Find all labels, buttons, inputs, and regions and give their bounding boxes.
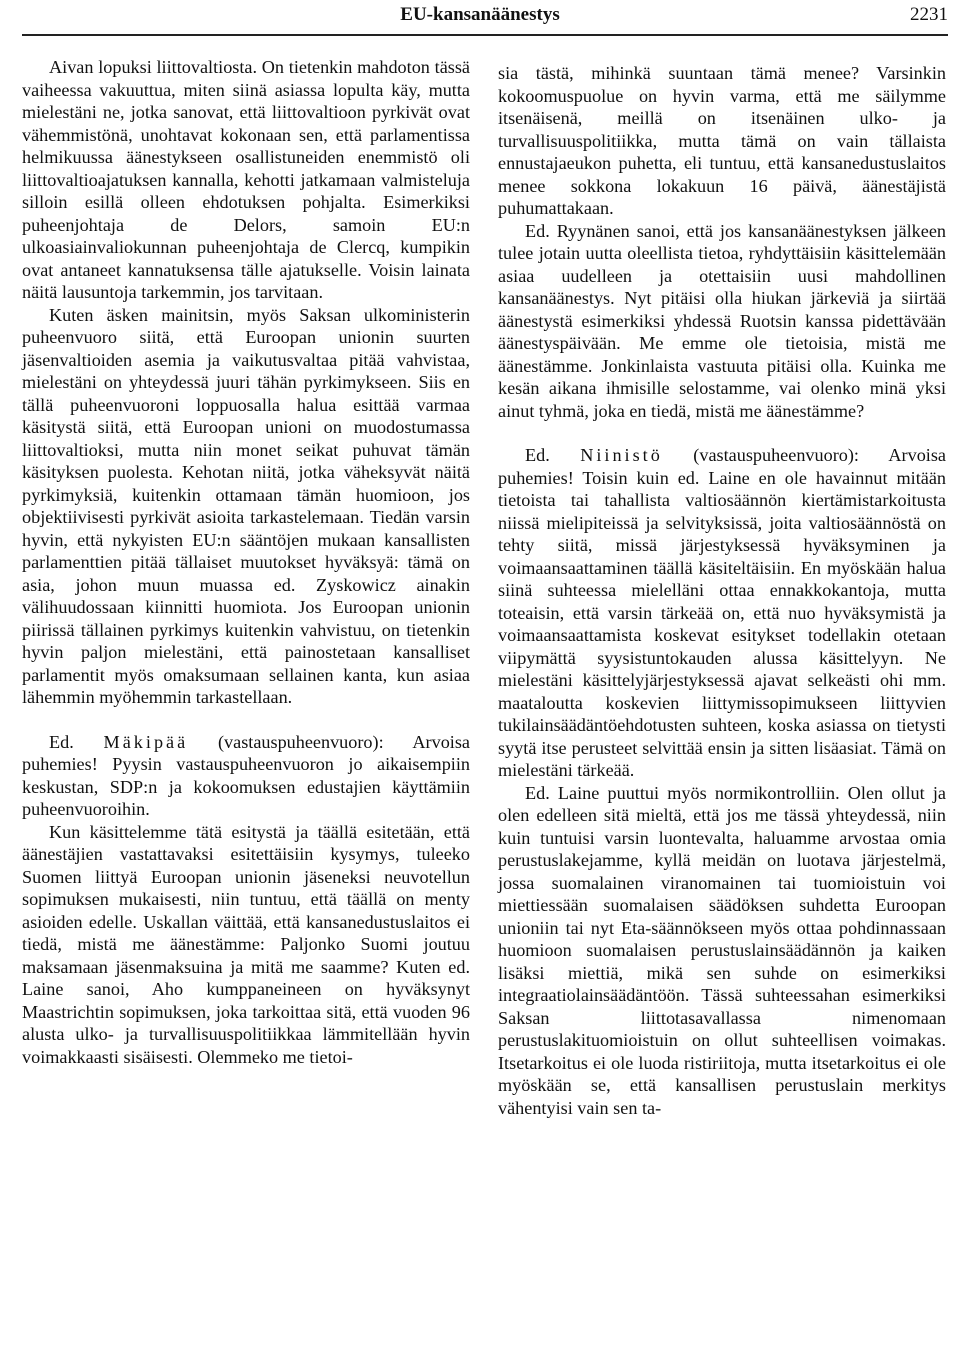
paragraph: Kuten äsken mainitsin, myös Saksan ulkoministerin puheenvuoro siitä, että Euroopan unionin suurten jäsenvaltioiden asemia ja vaikutusvaltaa pitää vahvistaa, mielestäni on yhteydessä juuri tähän pyrkimykseen. Siis en tällä puheenvuoroni loppuosalla halua esittää varmaa käsitystä siitä, että Euroopan unioni on muodostumassa liittovaltioksi, mutta niin monet seikat puhuvat tämän käsityksen puolesta. Kehotan niitä, jotka väheksyvät näitä pyrkimyksiä, kuitenkin ottamaan tämän huomioon, jos objektiivisesti pyrkivät asioita tarkastelemaan. Tiedän varsin hyvin, että nykyisten EU:n sääntöjen mukaan kansallisten parlamenttien pitää tällaiset muutokset hyväksyä: tämä on asia, johon muun muassa ed. Zyskowicz ainakin välihuudossaan kiinnitti huomiota. Jos Euroopan unionin piirissä tällainen pyrkimys kuitenkin vahvistuu, on tietenkin hyvin paljon mielestäni, että painostetaan kansalliset parlamentit myös omaksumaan sellainen kanta, kun asiaa lähemmin myöhemmin tarkastellaan. — [22, 304, 470, 707]
page-number: 2231 — [910, 4, 948, 25]
paragraph: Ed. Ryynänen sanoi, että jos kansanäänestyksen jälkeen tulee jotain uutta oleellista tietoa, ryhdyttäisiin käsittelemään asiaa uudelleen ja otettaisiin uusi mahdollinen kansanäänestys. Nyt pitäisi olla hiukan järkeviä ja siirtää äänestystä esimerkiksi yhdessä Ruotsin kanssa pidettävään äänestyspäivään. Me emme ole tietoisia, mistä me äänestämme. Jonkinlaista vastuuta pitäisi olla. Kuinka me kesän aikana ihmisille selostamme, vai olenko minä yksi ainut tyhmä, joka en tiedä, mistä me äänestämme? — [498, 220, 946, 421]
speaker-prefix: Ed. — [49, 731, 74, 752]
speaker-name: Niinistö — [580, 445, 663, 465]
header-rule — [22, 34, 948, 36]
speaker-text: (vastauspuheenvuoro): Arvoisa puhemies! Pyysin vastauspuheenvuoron jo aikaisempiin keskustan, SDP:n ja kokoomuksen edustajien käyttämiin puheenvuoroihin. — [22, 731, 470, 819]
right-column — [498, 62, 946, 1119]
paragraph: Aivan lopuksi liittovaltiosta. On tietenkin mahdoton tässä vaiheessa vakuuttua, miten siinä asiassa lopulta käy, mutta mielestäni ne, jotka sanovat, että liittovaltioon pyrkivät ovat vähemmistönä, unohtavat kokonaan sen, että parlamentissa helmikuussa äänestykseen osallistuneiden enemmistö oli liittovaltioajatuksen kannalla, kehotti jatkamaan valmisteluja silloin esillä olleen ehdotuksen pohjalta. Esimerkiksi puheenjohtaja de Delors, samoin EU:n ulkoasiainvaliokunnan puheenjohtaja de Clercq, kumpikin ovat antaneet kannatuksensa tälle ajatukselle. Voisin lainata näitä lausuntoja tarkemmin, jos tarvitaan. — [22, 57, 470, 302]
left-column — [22, 56, 470, 1068]
running-title: EU-kansanäänestys — [400, 4, 560, 25]
speaker-paragraph — [498, 444, 946, 782]
speaker-text: (vastauspuheenvuoro): Arvoisa puhemies! Toisin kuin ed. Laine en ole havainnut mitään tietoista tai tahallista valtiosäännön kiertämistarkoitusta niissä mielipiteissä ja selvityksissä, joita valtiosäännöstä on tehty siitä, missä järjestyksessä hyväksyminen ja voimaansaattaminen täällä käsiteltäisiin. En myöskään halua siinä suhteessa mielelläni ottaa ennakkokantoja, mutta toteaisin, että varsin tärkeää on, että nuo hyväksymistä ja voimaansaattamista koskevat esitykset todellakin otetaan viipymättä syysistuntokauden alussa käsittelyyn. Ne mielestäni käsittelyjärjestyksessä ajavat selkeästi ohi mm. maataloutta koskevien liittymissopimukseen liittyvien tukilainsäädäntöehdotusten suhteen, koska asiassa on tietysti syytä itse perusteet selvittää ensin ja sitten lisäasiat. Tämä on mielestäni tärkeää. — [498, 445, 946, 780]
paragraph: Kun käsittelemme tätä esitystä ja täällä esitetään, että äänestäjien vastattavaksi esitettäisiin kysymys, tuleeko Suomen liittyä Euroopan unionin jäseneksi neuvotellun sopimuksen mukaisesti, niin tuntuu, että täällä on menty asioiden edelle. Uskallan väittää, että kansanedustuslaitos ei tiedä, mistä me äänestämme: Paljonko Suomi joutuu maksamaan jäsenmaksuina ja mitä me saamme? Kuten ed. Laine sanoi, Aho kumppaneineen on hyväksynyt Maastrichtin sopimuksen, joka tarkoittaa sitä, että vuoden 96 alusta ulko- ja turvallisuuspolitiikkaa lämmitellään hyvin voimakkaasti sisäisesti. Olemmeko me tietoi- — [22, 821, 470, 1067]
paragraph: Ed. Laine puuttui myös normikontrolliin. Olen ollut ja olen edelleen sitä mieltä, että jos me tässä yhteydessä, niin kuin tuntuisi varsin luontevalta, haluamme arvostaa omia perustuslakejamme, kyllä meidän on luotava järjestelmä, jossa suomalainen viranomainen tai tuomioistuin voi miettiessään suomalaisen säädöksen suhdetta Euroopan unioniin tai nyt Eta-säännökseen myös ottaa pohdinnassaan huomioon suomalaisen perustuslainsäädännön ja kaiken lisäksi miettiä, mikä sen suhde on esimerkiksi integraatiolainsäädäntöön. Tässä suhteessahan esimerkiksi Saksan liittotasavallassa nimenomaan perustuslakituomioistuin on ollut suhteellisen voimakas. Itsetarkoitus ei ole luoda ristiriitoja, mutta itsetarkoitus ei ole myöskään se, että kansallisen perustuslain merkitys vähentyisi vain sen ta- — [498, 782, 946, 1118]
speaker-name: Mäkipää — [103, 731, 189, 752]
speaker-paragraph — [22, 731, 470, 821]
page-header — [0, 4, 960, 30]
paragraph: sia tästä, mihinkä suuntaan tämä menee? Varsinkin kokoomuspuolue on hyvin varma, että me säilymme itsenäisenä, meillä on itsenäinen ulko- ja turvallisuuspolitiikka, mutta tämä on vain tällaista ennustajaeukon puhetta, eli tuntuu, että kansanedustuslaitos menee sokkona lokakuun 16 päivä, äänestäjistä puhumattakaan. — [498, 63, 946, 218]
speaker-prefix: Ed. — [525, 445, 550, 465]
